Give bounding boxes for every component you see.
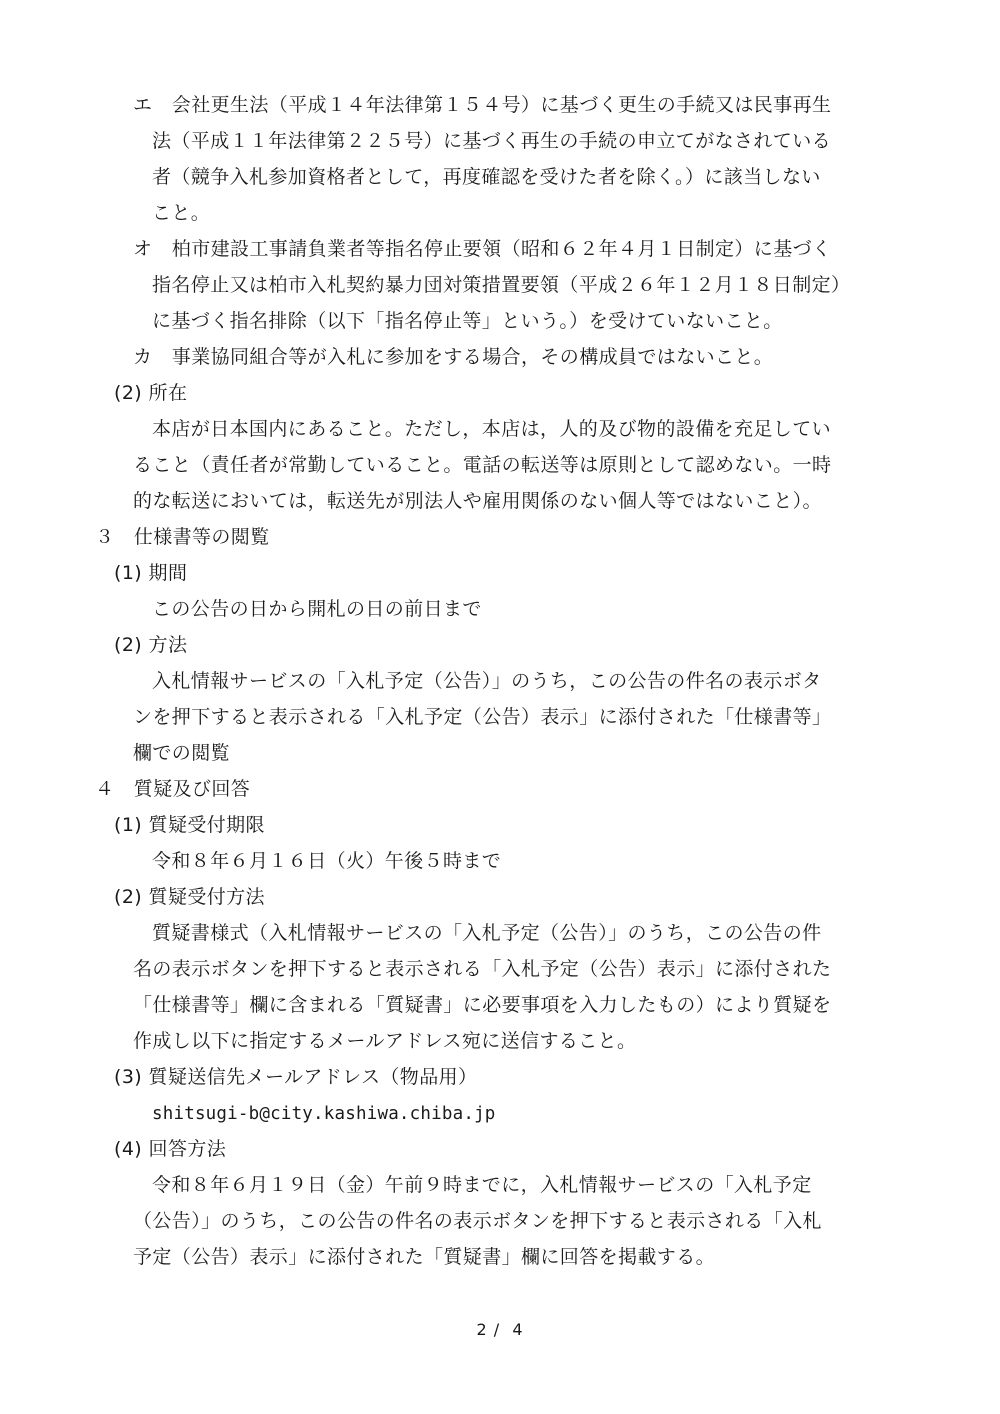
answer-method-line-2: （公告）」のうち，この公告の件名の表示ボタンを押下すると表示される「入札 [133, 1210, 822, 1232]
email-heading: (3) 質疑送信先メールアドレス（物品用） [114, 1066, 478, 1088]
location-heading: (2) 所在 [114, 382, 188, 404]
section-3-heading: ３ 仕様書等の閲覧 [95, 526, 270, 548]
method-line-3: 欄での閲覧 [133, 742, 231, 764]
location-line-1: 本店が日本国内にあること。ただし，本店は，人的及び物的設備を充足してい [152, 418, 832, 440]
period-heading: (1) 期間 [114, 562, 188, 584]
item-o-line-2: 指名停止又は柏市入札契約暴力団対策措置要領（平成２６年１２月１８日制定） [152, 274, 851, 296]
question-method-line-4: 作成し以下に指定するメールアドレス宛に送信すること。 [133, 1030, 637, 1052]
question-deadline-line-1: 令和８年６月１６日（火）午後５時まで [152, 850, 502, 872]
question-method-line-1: 質疑書様式（入札情報サービスの「入札予定（公告）」のうち，この公告の件 [152, 922, 822, 944]
answer-method-line-1: 令和８年６月１９日（金）午前９時までに，入札情報サービスの「入札予定 [152, 1174, 812, 1196]
question-method-line-3: 「仕様書等」欄に含まれる「質疑書」に必要事項を入力したもの）により質疑を [133, 994, 832, 1016]
question-method-line-2: 名の表示ボタンを押下すると表示される「入札予定（公告）表示」に添付された [133, 958, 832, 980]
item-e-line-1: エ 会社更生法（平成１４年法律第１５４号）に基づく更生の手続又は民事再生 [133, 94, 832, 116]
location-line-2: ること（責任者が常勤していること。電話の転送等は原則として認めない。一時 [133, 454, 832, 476]
item-e-line-4: こと。 [152, 202, 211, 224]
question-method-heading: (2) 質疑受付方法 [114, 886, 265, 908]
answer-method-line-3: 予定（公告）表示」に添付された「質疑書」欄に回答を掲載する。 [133, 1246, 716, 1268]
page-number: 2 / 4 [476, 1320, 524, 1339]
question-deadline-heading: (1) 質疑受付期限 [114, 814, 265, 836]
question-email-address[interactable]: shitsugi-b@city.kashiwa.chiba.jp [152, 1104, 496, 1124]
item-e-line-2: 法（平成１１年法律第２２５号）に基づく再生の手続の申立てがなされている [152, 130, 832, 152]
item-o-line-1: オ 柏市建設工事請負業者等指名停止要領（昭和６２年４月１日制定）に基づく [133, 238, 832, 260]
location-line-3: 的な転送においては，転送先が別法人や雇用関係のない個人等ではないこと）。 [133, 490, 822, 512]
period-line-1: この公告の日から開札の日の前日まで [152, 598, 482, 620]
method-heading: (2) 方法 [114, 634, 188, 656]
method-line-1: 入札情報サービスの「入札予定（公告）」のうち，この公告の件名の表示ボタ [152, 670, 822, 692]
method-line-2: ンを押下すると表示される「入札予定（公告）表示」に添付された「仕様書等」 [133, 706, 832, 728]
section-4-heading: ４ 質疑及び回答 [95, 778, 251, 800]
item-ka-line-1: カ 事業協同組合等が入札に参加をする場合，その構成員ではないこと。 [133, 346, 774, 368]
item-o-line-3: に基づく指名排除（以下「指名停止等」という。）を受けていないこと。 [152, 310, 783, 332]
item-e-line-3: 者（競争入札参加資格者として，再度確認を受けた者を除く。）に該当しない [152, 166, 821, 188]
answer-method-heading: (4) 回答方法 [114, 1138, 227, 1160]
